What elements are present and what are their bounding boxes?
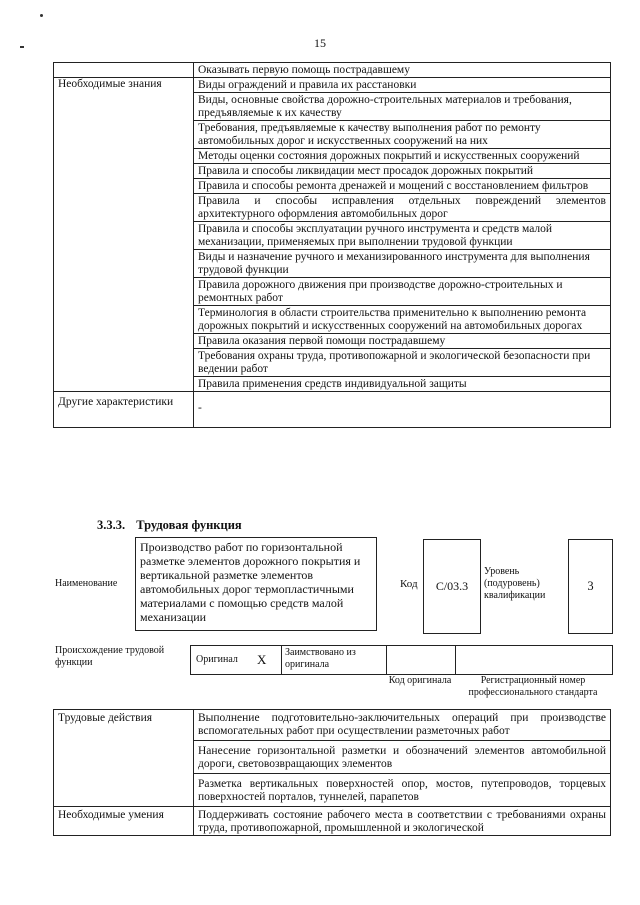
section-heading	[97, 518, 242, 533]
reg-number-cell	[456, 646, 611, 674]
qualification-level: 3	[568, 539, 613, 634]
knowledge-item: Терминология в области строительства применительно к выполнению ремонта дорожных покрытий и искусственных сооружений на автомобильных дорогах	[194, 306, 611, 334]
knowledge-item: Правила дорожного движения при производстве дорожно-строительных и ремонтных работ	[194, 278, 611, 306]
code-original-caption: Код оригинала	[388, 675, 452, 686]
knowledge-table	[53, 62, 611, 428]
origin-table	[190, 645, 613, 675]
action-item: Разметка вертикальных поверхностей опор, мостов, путепроводов, торцевых поверхностей порталов, туннелей, парапетов	[194, 774, 611, 807]
scan-speck	[40, 14, 43, 17]
original-label: Оригинал	[196, 654, 238, 665]
actions-label: Трудовые действия	[54, 710, 194, 807]
knowledge-item: Методы оценки состояния дорожных покрытий и искусственных сооружений	[194, 149, 611, 164]
knowledge-item: Виды, основные свойства дорожно-строительных материалов и требования, предъявляемые к их качеству	[194, 93, 611, 121]
knowledge-item: Правила и способы эксплуатации ручного инструмента и средств малой механизации, применяемых при выполнении трудовой функции	[194, 222, 611, 250]
action-item: Нанесение горизонтальной разметки и обозначений элементов автомобильной дороги, световозвращающих элементов	[194, 741, 611, 774]
other-characteristics-value: -	[194, 392, 611, 428]
original-cell	[191, 646, 282, 674]
actions-table	[53, 709, 611, 836]
knowledge-item: Виды ограждений и правила их расстановки	[194, 78, 611, 93]
name-label: Наименование	[55, 578, 118, 589]
knowledge-item: Правила и способы исправления отдельных повреждений элементов архитектурного оформления автомобильных дорог	[194, 194, 611, 222]
knowledge-item: Правила оказания первой помощи пострадавшему	[194, 334, 611, 349]
empty-label-cell	[54, 63, 194, 78]
section-number: 3.3.3.	[97, 518, 126, 532]
action-item: Выполнение подготовительно-заключительных операций при производстве вспомогательных работ при осуществлении разметочных работ	[194, 710, 611, 741]
borrowed-cell	[281, 646, 387, 674]
section-title: Трудовая функция	[136, 518, 242, 532]
origin-label: Происхождение трудовой функции	[55, 645, 165, 668]
original-mark: X	[257, 652, 267, 667]
knowledge-item: Требования охраны труда, противопожарной и экологической безопасности при ведении работ	[194, 349, 611, 377]
knowledge-item: Правила применения средств индивидуальной защиты	[194, 377, 611, 392]
table-row	[54, 78, 611, 93]
page-number: 15	[314, 36, 326, 50]
skill-item: Поддерживать состояние рабочего места в соответствии с требованиями охраны труда, противопожарной, промышленной и экологической	[194, 807, 611, 836]
knowledge-label: Необходимые знания	[54, 78, 194, 392]
first-row-value: Оказывать первую помощь пострадавшему	[194, 63, 611, 78]
skills-label: Необходимые умения	[54, 807, 194, 836]
table-row	[54, 392, 611, 428]
knowledge-item: Требования, предъявляемые к качеству выполнения работ по ремонту автомобильных дорог и искусственных сооружений на них	[194, 121, 611, 149]
table-row	[54, 63, 611, 78]
reg-number-caption: Регистрационный номер профессионального стандарта	[468, 675, 598, 698]
knowledge-item: Виды и назначение ручного и механизированного инструмента для выполнения трудовой функции	[194, 250, 611, 278]
level-label: Уровень (подуровень) квалификации	[484, 566, 546, 601]
knowledge-item: Правила и способы ремонта дренажей и мощений с восстановлением фильтров	[194, 179, 611, 194]
code-label: Код	[400, 578, 418, 590]
code-original-cell	[387, 646, 456, 674]
other-characteristics-label: Другие характеристики	[54, 392, 194, 428]
function-name: Производство работ по горизонтальной разметке элементов дорожного покрытия и вертикальной разметке элементов автомобильных дорог термопластичными материалами с помощью средств малой механизации	[135, 537, 377, 631]
table-row	[54, 710, 611, 741]
function-code: С/03.3	[423, 539, 481, 634]
table-row	[54, 807, 611, 836]
knowledge-item: Правила и способы ликвидации мест просадок дорожных покрытий	[194, 164, 611, 179]
borrowed-label: Заимствовано из оригинала	[285, 647, 356, 670]
